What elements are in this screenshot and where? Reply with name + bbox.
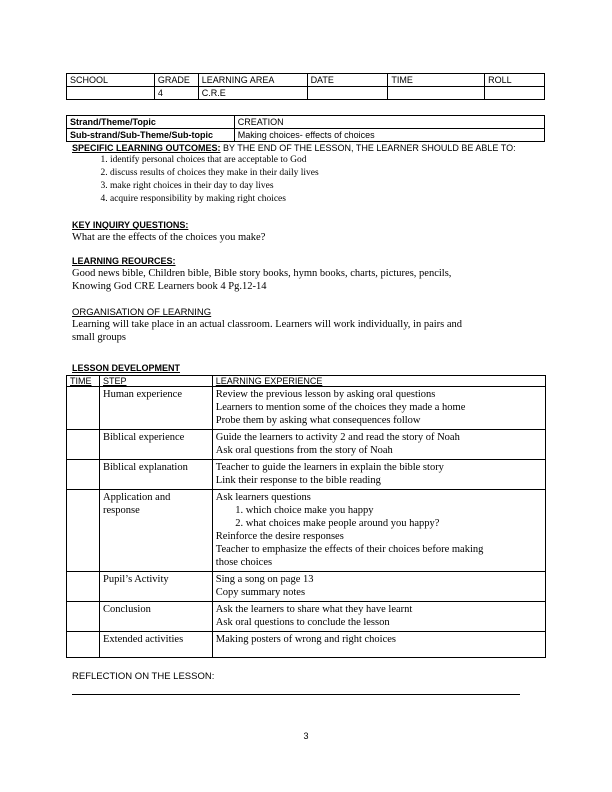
question-item: 1. which choice make you happy <box>246 504 542 517</box>
step-cell: Pupil’s Activity <box>99 572 212 602</box>
table-row <box>67 490 546 572</box>
value-roll <box>485 87 545 100</box>
organisation-of-learning <box>72 307 552 344</box>
substrand-row <box>67 129 545 142</box>
substrand-value: Making choices- effects of choices <box>234 129 544 142</box>
substrand-label: Sub-strand/Sub-Theme/Sub-topic <box>67 129 235 142</box>
table-row <box>67 602 546 632</box>
inquiry-text: What are the effects of the choices you make? <box>72 232 266 243</box>
step-cell: Extended activities <box>99 632 212 658</box>
lesson-table <box>66 375 546 658</box>
col-time: TIME <box>67 376 100 387</box>
experience-cell <box>212 632 545 658</box>
organisation-heading: ORGANISATION OF LEARNING <box>72 307 212 318</box>
experience-cell <box>212 387 545 430</box>
time-cell <box>67 430 100 460</box>
experience-cell <box>212 572 545 602</box>
table-row <box>67 632 546 658</box>
time-cell <box>67 460 100 490</box>
learning-outcomes <box>72 143 552 206</box>
experience-line: Link their response to the bible reading <box>215 475 381 486</box>
school-info-value-row <box>67 87 545 100</box>
experience-cell <box>212 430 545 460</box>
value-learning-area: C.R.E <box>198 87 307 100</box>
value-grade: 4 <box>154 87 198 100</box>
time-cell <box>67 602 100 632</box>
time-cell <box>67 490 100 572</box>
lesson-header-row <box>67 376 546 387</box>
reflection-label: REFLECTION ON THE LESSON: <box>72 671 215 682</box>
reflection-line <box>72 694 520 695</box>
header-time: TIME <box>388 74 485 87</box>
experience-line: Ask the learners to share what they have learnt <box>215 604 413 615</box>
step-cell: Biblical experience <box>99 430 212 460</box>
table-row <box>67 430 546 460</box>
resources-line-2: Knowing God CRE Learners book 4 Pg.12-14 <box>72 281 267 292</box>
experience-line: Copy summary notes <box>215 587 306 598</box>
resources-heading: LEARNING REOURCES: <box>72 256 176 266</box>
organisation-line-1: Learning will take place in an actual classroom. Learners will work individually, in pairs and <box>72 319 463 330</box>
table-row <box>67 572 546 602</box>
experience-line: Ask learners questions <box>215 492 311 503</box>
value-time <box>388 87 485 100</box>
strand-label: Strand/Theme/Topic <box>67 116 235 129</box>
header-learning-area: LEARNING AREA <box>198 74 307 87</box>
question-item: 2. what choices make people around you happy? <box>246 517 542 530</box>
experience-cell <box>212 490 545 572</box>
key-inquiry <box>72 220 552 244</box>
step-cell: Human experience <box>99 387 212 430</box>
outcomes-heading: SPECIFIC LEARNING OUTCOMES: <box>72 143 221 153</box>
header-school: SCHOOL <box>67 74 155 87</box>
step-cell: Biblical explanation <box>99 460 212 490</box>
outcome-item: 3. make right choices in their day to day lives <box>110 180 552 193</box>
header-grade: GRADE <box>154 74 198 87</box>
value-date <box>307 87 388 100</box>
resources-line-1: Good news bible, Children bible, Bible story books, hymn books, charts, pictures, pencils, <box>72 268 452 279</box>
step-cell: Application and response <box>99 490 212 572</box>
strand-table <box>66 115 545 142</box>
time-cell <box>67 632 100 658</box>
experience-line: those choices <box>215 557 273 568</box>
table-row <box>67 460 546 490</box>
school-info-table <box>66 73 545 100</box>
page-number: 3 <box>303 731 309 741</box>
outcomes-intro: BY THE END OF THE LESSON, THE LEARNER SHOULD BE ABLE TO: <box>220 143 516 153</box>
experience-line: Making posters of wrong and right choices <box>215 634 397 645</box>
learning-resources <box>72 256 552 293</box>
header-roll: ROLL <box>485 74 545 87</box>
step-cell: Conclusion <box>99 602 212 632</box>
table-row <box>67 387 546 430</box>
experience-line: Teacher to emphasize the effects of their choices before making <box>215 544 484 555</box>
strand-value: CREATION <box>234 116 544 129</box>
experience-line: Sing a song on page 13 <box>215 574 314 585</box>
col-step: STEP <box>99 376 212 387</box>
strand-row <box>67 116 545 129</box>
experience-line: Guide the learners to activity 2 and read the story of Noah <box>215 432 460 443</box>
header-date: DATE <box>307 74 388 87</box>
inquiry-heading: KEY INQUIRY QUESTIONS: <box>72 220 189 230</box>
experience-line: Learners to mention some of the choices they made a home <box>215 402 466 413</box>
col-learning-experience: LEARNING EXPERIENCE <box>212 376 545 387</box>
outcome-item: 2. discuss results of choices they make in their daily lives <box>110 167 552 180</box>
experience-cell <box>212 460 545 490</box>
experience-line: Review the previous lesson by asking oral questions <box>215 389 436 400</box>
question-list <box>216 504 542 530</box>
time-cell <box>67 572 100 602</box>
experience-line: Ask oral questions from the story of Noah <box>215 445 393 456</box>
outcomes-list <box>72 154 552 206</box>
value-school <box>67 87 155 100</box>
organisation-line-2: small groups <box>72 332 126 343</box>
experience-line: Reinforce the desire responses <box>215 531 344 542</box>
experience-line: Teacher to guide the learners in explain the bible story <box>215 462 444 473</box>
experience-cell <box>212 602 545 632</box>
experience-line: Probe them by asking what consequences follow <box>215 415 421 426</box>
experience-line: Ask oral questions to conclude the lesson <box>215 617 390 628</box>
outcome-item: 4. acquire responsibility by making right choices <box>110 193 552 206</box>
lesson-heading: LESSON DEVELOPMENT <box>72 363 181 373</box>
outcome-item: 1. identify personal choices that are acceptable to God <box>110 154 552 167</box>
time-cell <box>67 387 100 430</box>
lesson-development-heading-wrap <box>72 363 552 374</box>
school-info-header-row <box>67 74 545 87</box>
